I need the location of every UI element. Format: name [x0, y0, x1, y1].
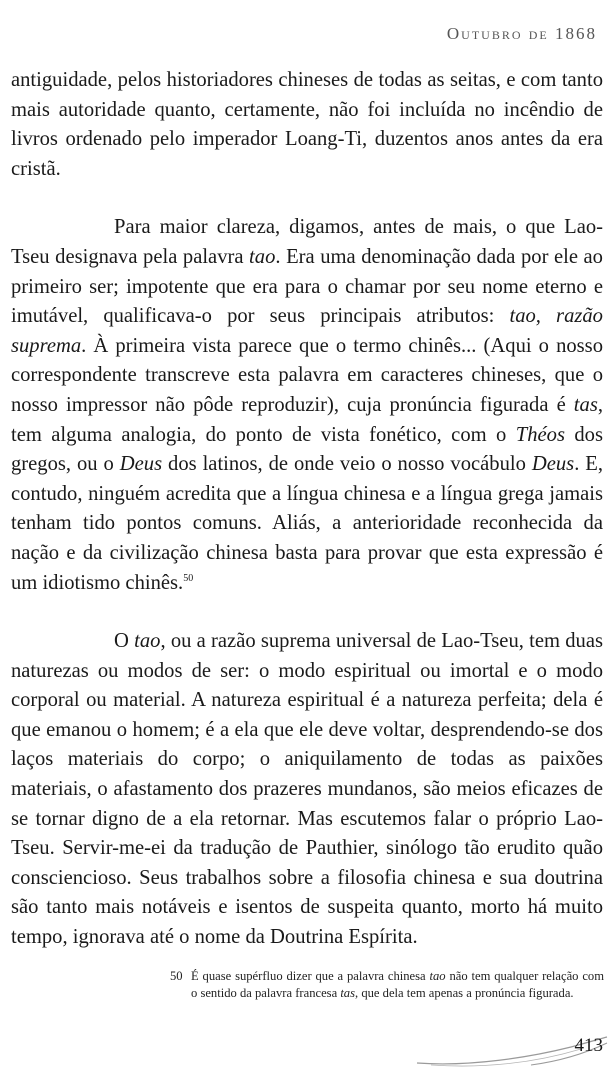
paragraph-2-text: dos latinos, de onde veio o nosso vocábulo	[162, 453, 532, 476]
paragraph-2-text: . À primeira vista parece que o termo chinês... (Aqui o nosso correspondente transcreve esta palavra em caracteres chineses, que o nosso impressor não pôde reproduzir), cuja pronúncia figurada é	[11, 334, 603, 416]
footnote-text	[191, 968, 604, 1002]
italic-term: tao, razão suprema	[11, 305, 603, 357]
paragraph-2-text: , tem alguma analogia, do ponto de vista fonético, com o	[11, 393, 603, 446]
italic-term: Théos	[515, 423, 565, 446]
italic-term: tao	[134, 630, 161, 653]
page-number: 413	[574, 1035, 603, 1056]
italic-term: tao	[249, 245, 276, 268]
italic-term: Deus	[531, 453, 575, 476]
footnote-text-part: não tem qualquer relação com o sentido da palavra francesa	[191, 969, 604, 1001]
paragraph-2-text: Para maior clareza, digamos, antes de mais, o que Lao-Tseu designava pela palavra	[11, 216, 603, 268]
footnote-text-part: , que dela tem apenas a pronúncia figurada.	[355, 986, 574, 1001]
paragraph-3-text: , ou a razão suprema universal de Lao-Tseu, tem duas naturezas ou modos de ser: o modo espiritual ou imortal e o modo corporal ou material. A natureza espiritual é a natureza perfeita; dela é que emanou o homem; é a ela que ele deve voltar, desprendendo-se dos laços materiais do corpo; o aniquilamento de todas as paixões materiais, o afastamento dos prazeres mundanos, são meios eficazes de se tornar digno de a ela retornar. Mas escutemos falar o próprio Lao-Tseu. Servir-me-ei da tradução de Pauthier, sinólogo tão erudito quão consciencioso. Seus trabalhos sobre a filosofia chinesa e sua doutrina são tanto mais notáveis e isentos de suspeita quanto, morto há muito tempo, ignorava até o nome da Doutrina Espírita.	[11, 630, 603, 949]
italic-term: tas	[573, 393, 598, 416]
paragraph-2-text: . E, contudo, ninguém acredita que a língua chinesa e a língua grega jamais tenham tido pontos comuns. Aliás, a anterioridade reconhecida da nação e da civilização chinesa basta para provar que esta expressão é um idiotismo chinês.	[11, 453, 604, 594]
paragraph-3-text: O	[114, 630, 135, 653]
paragraph-2-text: . Era uma denominação dada por ele ao primeiro ser; impotente que era para o chamar por seu nome eterno e imutável, qualificava-o por seus principais atributos:	[11, 245, 603, 328]
footnote-reference[interactable]: 50	[183, 572, 194, 584]
paragraph-1: antiguidade, pelos historiadores chineses de todas as seitas, e com tanto mais autoridade quanto, certamente, não foi incluída no incêndio de livros ordenado pelo imperador Loang-Ti, duzentos anos antes da era cristã.	[11, 69, 603, 180]
paragraph-2-text: dos gregos, ou o	[11, 423, 603, 476]
main-text	[11, 66, 603, 953]
italic-term: tao	[429, 969, 446, 983]
paragraph-2	[11, 213, 603, 598]
footnote-text-part: É quase supérfluo dizer que a palavra chinesa	[191, 969, 430, 983]
page-number-area	[411, 1017, 611, 1077]
paragraph-3	[11, 627, 603, 953]
footnote	[170, 968, 604, 1002]
italic-term: Deus	[119, 453, 163, 476]
footnote-number: 50	[170, 969, 183, 983]
italic-term: tas	[340, 986, 356, 1001]
running-header: Outubro de 1868	[446, 24, 597, 43]
